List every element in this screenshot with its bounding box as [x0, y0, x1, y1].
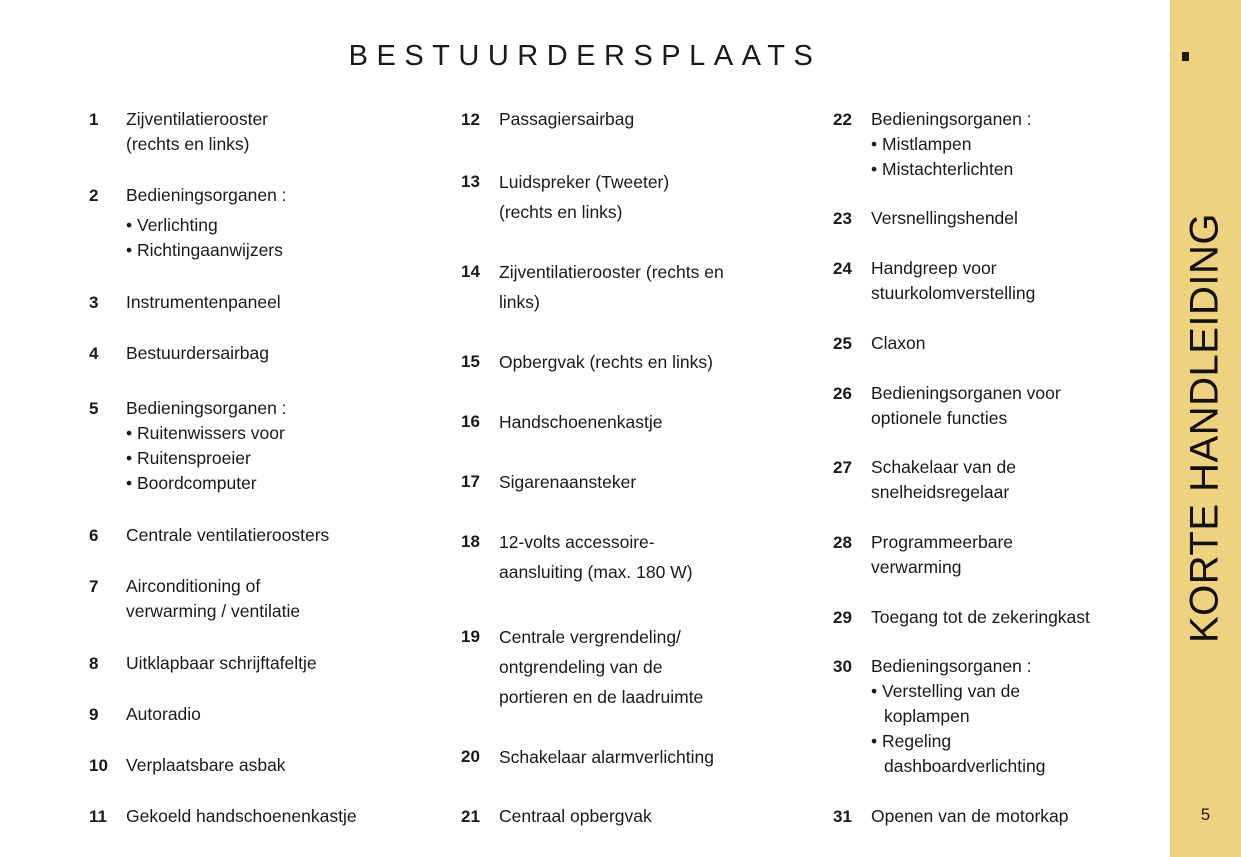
legend-number: 1: [89, 110, 99, 129]
section-label: KORTE HANDLEIDING: [1182, 212, 1227, 644]
legend-text: • Mistachterlichten: [871, 159, 1014, 179]
legend-text: 12-volts accessoire-: [499, 532, 655, 552]
legend-text: Passagiersairbag: [499, 109, 635, 129]
section-mark: [1182, 52, 1189, 61]
legend-text: Uitklapbaar schrijftafeltje: [126, 653, 317, 673]
legend-text: Bedieningsorganen :: [871, 656, 1032, 676]
legend-number: 9: [89, 705, 99, 724]
legend-text: Programmeerbare: [871, 532, 1013, 552]
legend-number: 29: [833, 608, 852, 627]
legend-text: • Boordcomputer: [126, 473, 257, 493]
legend-number: 6: [89, 526, 99, 545]
legend-text: Bestuurdersairbag: [126, 343, 269, 363]
legend-number: 28: [833, 533, 852, 552]
legend-number: 2: [89, 186, 99, 205]
legend-text: Schakelaar van de: [871, 457, 1016, 477]
legend-number: 25: [833, 334, 852, 353]
legend-number: 22: [833, 110, 852, 129]
legend-number: 27: [833, 458, 852, 477]
legend-text: Centrale vergrendeling/: [499, 627, 681, 647]
page-number: 5: [1200, 805, 1211, 824]
legend-number: 11: [89, 807, 107, 826]
legend-number: 24: [833, 259, 852, 278]
legend-text: • Richtingaanwijzers: [126, 240, 283, 260]
legend-text: Handgreep voor: [871, 258, 997, 278]
page-title: BESTUURDERSPLAATS: [348, 40, 822, 72]
legend-text: Claxon: [871, 333, 926, 353]
legend-text: Toegang tot de zekeringkast: [871, 607, 1090, 627]
legend-number: 7: [89, 577, 99, 596]
legend-number: 31: [833, 807, 852, 826]
legend-number: 19: [461, 627, 480, 646]
legend-text: dashboardverlichting: [884, 756, 1046, 776]
legend-text: links): [499, 292, 540, 312]
legend-number: 20: [461, 747, 480, 766]
legend-number: 23: [833, 209, 852, 228]
legend-number: 13: [461, 172, 480, 191]
legend-text: Luidspreker (Tweeter): [499, 172, 670, 192]
legend-text: Sigarenaansteker: [499, 472, 637, 492]
legend-text: koplampen: [884, 706, 970, 726]
legend-text: portieren en de laadruimte: [499, 687, 704, 707]
legend-text: Gekoeld handschoenenkastje: [126, 806, 357, 826]
legend-text: Centraal opbergvak: [499, 806, 652, 826]
legend-text: Zijventilatierooster (rechts en: [499, 262, 724, 282]
legend-text: Handschoenenkastje: [499, 412, 663, 432]
legend-text: Schakelaar alarmverlichting: [499, 747, 714, 767]
legend-text: • Mistlampen: [871, 134, 972, 154]
legend-number: 16: [461, 412, 480, 431]
legend-text: • Ruitenwissers voor: [126, 423, 285, 443]
legend-text: Bedieningsorganen voor: [871, 383, 1061, 403]
legend-text: • Verlichting: [126, 215, 218, 235]
legend-text: Bedieningsorganen :: [126, 185, 287, 205]
legend-number: 3: [89, 293, 99, 312]
legend-text: Zijventilatierooster: [126, 109, 268, 129]
legend-text: snelheidsregelaar: [871, 482, 1010, 502]
legend-number: 12: [461, 110, 480, 129]
legend-number: 15: [461, 352, 480, 371]
legend-text: optionele functies: [871, 408, 1008, 428]
legend-text: • Ruitensproeier: [126, 448, 251, 468]
legend-text: verwarming / ventilatie: [126, 601, 301, 621]
legend-number: 18: [461, 532, 480, 551]
legend-text: Openen van de motorkap: [871, 806, 1069, 826]
legend-text: aansluiting (max. 180 W): [499, 562, 693, 582]
legend-text: Opbergvak (rechts en links): [499, 352, 713, 372]
legend-text: verwarming: [871, 557, 962, 577]
legend-number: 26: [833, 384, 852, 403]
legend-text: Airconditioning of: [126, 576, 261, 596]
legend-number: 5: [89, 399, 99, 418]
legend-text: Bedieningsorganen :: [126, 398, 287, 418]
legend-text: stuurkolomverstelling: [871, 283, 1036, 303]
legend-text: Bedieningsorganen :: [871, 109, 1032, 129]
legend-number: 8: [89, 654, 99, 673]
legend-text: • Verstelling van de: [871, 681, 1021, 701]
legend-text: Verplaatsbare asbak: [126, 755, 286, 775]
legend-number: 10: [89, 756, 108, 775]
legend-number: 21: [461, 807, 480, 826]
legend-number: 30: [833, 657, 852, 676]
legend-text: Autoradio: [126, 704, 201, 724]
legend-text: Instrumentenpaneel: [126, 292, 281, 312]
legend-number: 4: [89, 344, 99, 363]
legend-text: (rechts en links): [126, 134, 250, 154]
legend-text: Versnellingshendel: [871, 208, 1018, 228]
legend-number: 17: [461, 472, 480, 491]
legend-text: • Regeling: [871, 731, 952, 751]
legend-text: ontgrendeling van de: [499, 657, 663, 677]
legend-number: 14: [461, 262, 480, 281]
legend-text: Centrale ventilatieroosters: [126, 525, 330, 545]
legend-text: (rechts en links): [499, 202, 623, 222]
